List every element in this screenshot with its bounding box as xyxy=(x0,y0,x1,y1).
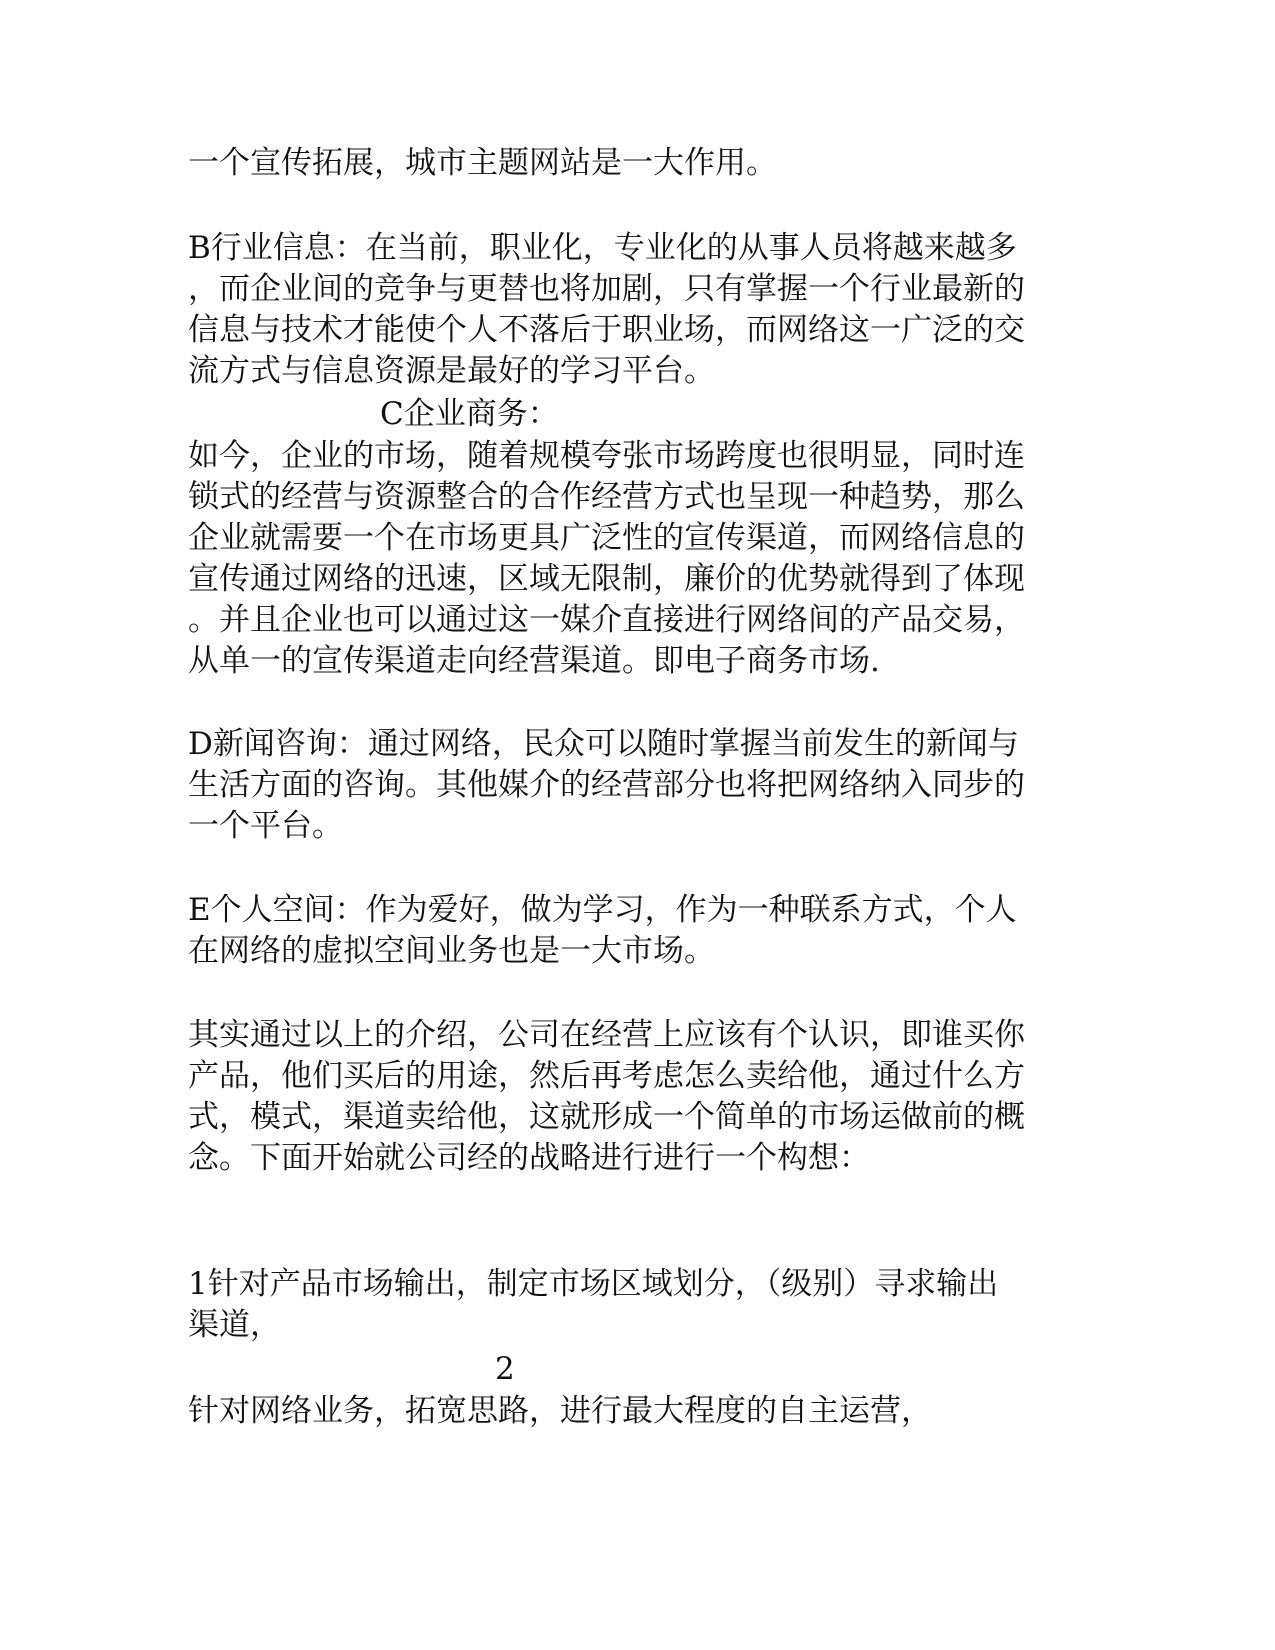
text-line: 生活方面的咨询。其他媒介的经营部分也将把网络纳入同步的 xyxy=(188,767,1025,803)
text-line: 念。下面开始就公司经的战略进行进行一个构想： xyxy=(188,1140,870,1176)
section-heading: C企业商务： xyxy=(380,396,559,432)
text-line: B行业信息：在当前，职业化，专业化的从事人员将越来越多 xyxy=(188,230,1017,266)
text-line: 一个平台。 xyxy=(188,808,343,844)
text-line: 。并且企业也可以通过这一媒介直接进行网络间的产品交易， xyxy=(188,602,1025,638)
text-line: 其实通过以上的介绍，公司在经营上应该有个认识，即谁买你 xyxy=(188,1017,1025,1053)
text-line: 一个宣传拓展，城市主题网站是一大作用。 xyxy=(188,145,777,181)
text-line: 产品，他们买后的用途，然后再考虑怎么卖给他，通过什么方 xyxy=(188,1058,1025,1094)
text-line: 1针对产品市场输出，制定市场区域划分，（级别）寻求输出 xyxy=(188,1266,999,1302)
text-line: 式，模式，渠道卖给他，这就形成一个简单的市场运做前的概 xyxy=(188,1099,1025,1135)
text-line: 如今，企业的市场，随着规模夸张市场跨度也很明显，同时连 xyxy=(188,438,1025,474)
text-line: 针对网络业务，拓宽思路，进行最大程度的自主运营， xyxy=(188,1393,932,1429)
text-line: 信息与技术才能使个人不落后于职业场，而网络这一广泛的交 xyxy=(188,312,1025,348)
text-line: 锁式的经营与资源整合的合作经营方式也呈现一种趋势，那么 xyxy=(188,479,1025,515)
text-line: 在网络的虚拟空间业务也是一大市场。 xyxy=(188,933,715,969)
list-number: 2 xyxy=(495,1351,515,1387)
text-line: 宣传通过网络的迅速，区域无限制，廉价的优势就得到了体现 xyxy=(188,561,1025,597)
text-line: ，而企业间的竞争与更替也将加剧，只有掌握一个行业最新的 xyxy=(188,271,1025,307)
text-line: 渠道， xyxy=(188,1307,281,1343)
text-line: 企业就需要一个在市场更具广泛性的宣传渠道，而网络信息的 xyxy=(188,520,1025,556)
text-line: 流方式与信息资源是最好的学习平台。 xyxy=(188,353,715,389)
text-line: D新闻咨询：通过网络，民众可以随时掌握当前发生的新闻与 xyxy=(188,726,1019,762)
text-line: 从单一的宣传渠道走向经营渠道。即电子商务市场. xyxy=(188,643,880,679)
text-line: E个人空间：作为爱好，做为学习，作为一种联系方式，个人 xyxy=(188,892,1017,928)
